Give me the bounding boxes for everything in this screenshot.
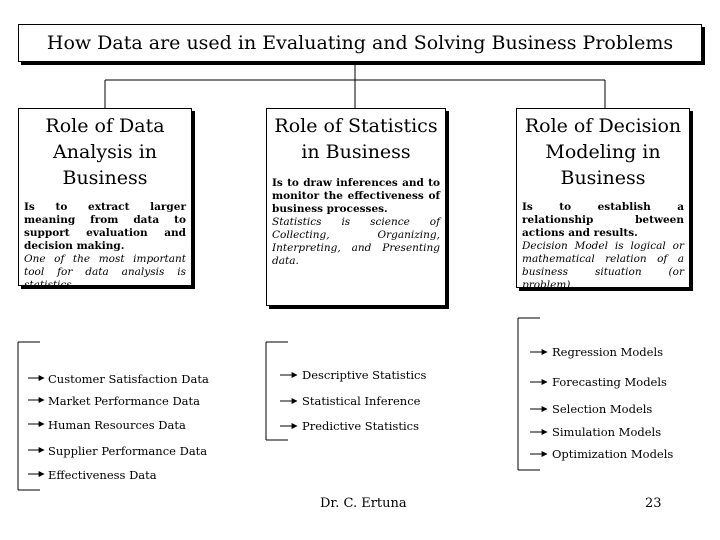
box-statistics-title: Role of Statistics in Business bbox=[274, 115, 438, 163]
box-data-analysis-title: Role of Data Analysis in Business bbox=[45, 115, 165, 189]
statistics-item: Predictive Statistics bbox=[302, 419, 419, 433]
data-item: Human Resources Data bbox=[48, 418, 186, 432]
box-statistics-note: Statistics is science of Collecting, Organizing, Interpreting, and Presenting data. bbox=[272, 216, 440, 267]
data-item: Customer Satisfaction Data bbox=[48, 372, 209, 386]
box-data-analysis bbox=[18, 108, 192, 291]
box-data-analysis-description: Is to extract larger meaning from data to support evaluation and decision making. bbox=[24, 201, 186, 252]
box-statistics bbox=[266, 108, 446, 306]
box-data-analysis-note: One of the most important tool for data analysis is statistics. bbox=[24, 253, 186, 291]
box-decision-modeling-description: Is to establish a relationship between actions and results. bbox=[522, 201, 684, 239]
model-item: Selection Models bbox=[552, 402, 653, 416]
model-item: Forecasting Models bbox=[552, 375, 667, 389]
box-statistics-description: Is to draw inferences and to monitor the effectiveness of business processes. bbox=[272, 177, 440, 215]
statistics-item: Statistical Inference bbox=[302, 394, 421, 408]
data-item: Effectiveness Data bbox=[48, 468, 157, 482]
data-item: Supplier Performance Data bbox=[48, 444, 208, 458]
page-number: 23 bbox=[645, 496, 662, 511]
box-decision-modeling-note: Decision Model is logical or mathematical relation of a business situation (or problem). bbox=[522, 240, 684, 291]
box-decision-modeling-title: Role of Decision Modeling in Business bbox=[524, 115, 682, 189]
data-item: Market Performance Data bbox=[48, 394, 201, 408]
box-decision-modeling bbox=[516, 108, 690, 291]
diagram-title-text: How Data are used in Evaluating and Solving Business Problems bbox=[46, 32, 674, 54]
model-item: Regression Models bbox=[552, 345, 664, 359]
footer-author: Dr. C. Ertuna bbox=[320, 496, 407, 511]
diagram-title bbox=[18, 24, 702, 62]
model-item: Optimization Models bbox=[552, 447, 674, 461]
model-item: Simulation Models bbox=[552, 425, 662, 439]
statistics-item: Descriptive Statistics bbox=[302, 368, 427, 382]
